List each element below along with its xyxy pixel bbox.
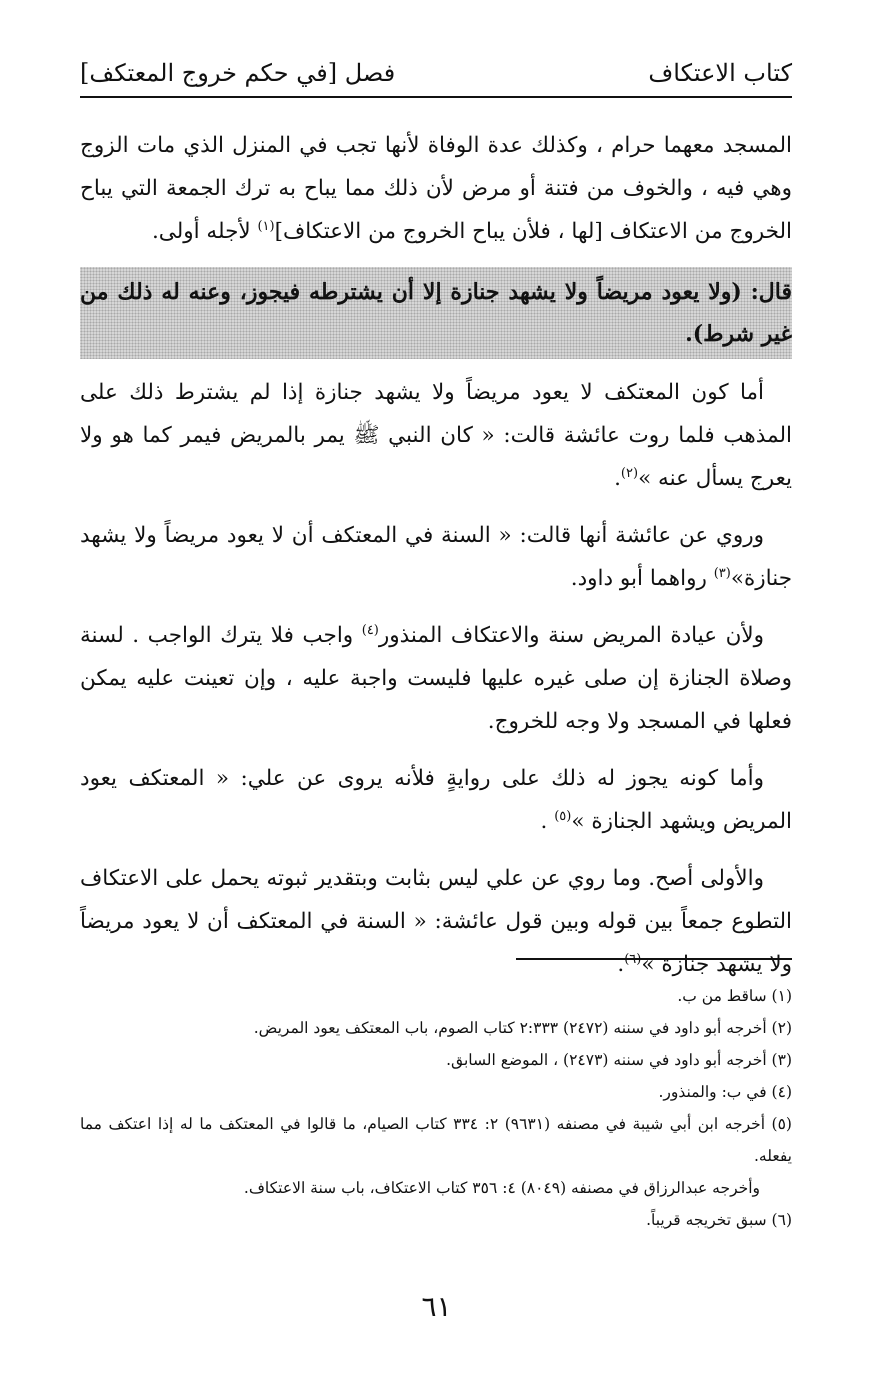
footnote: (٢) أخرجه أبو داود في سننه (٢٤٧٢) ٢:٣٣٣ كتاب الصوم، باب المعتكف يعود المريض. xyxy=(253,1019,792,1037)
footnote: (٤) في ب: والمنذور. xyxy=(658,1083,792,1101)
footnotes xyxy=(80,980,792,1236)
paragraph xyxy=(80,757,792,843)
paragraph xyxy=(80,514,792,600)
paragraph-text: . xyxy=(540,809,555,834)
paragraph xyxy=(80,371,792,500)
paragraph-text: المسجد معهما حرام ، وكذلك عدة الوفاة لأنها تجب في المنزل الذي مات الزوج وهي فيه ، والخوف من فتنة أو مرض لأن ذلك مما يباح به ترك الجمعة التي يباح الخروج من الاعتكاف [لها ، فلأن يباح الخروج من الاعتكاف] xyxy=(80,133,792,244)
highlighted-matn: قال: (ولا يعود مريضاً ولا يشهد جنازة إلا أن يشترطه فيجوز، وعنه له ذلك من غير شرط). xyxy=(80,267,792,359)
footnote: (٣) أخرجه أبو داود في سننه (٢٤٧٣) ، الموضع السابق. xyxy=(446,1051,792,1069)
footnote-ref: (٢) xyxy=(620,465,639,481)
paragraph xyxy=(80,614,792,743)
chapter-title: فصل [في حكم خروج المعتكف] xyxy=(80,59,396,87)
footnote: (١) ساقط من ب. xyxy=(677,987,792,1005)
paragraph-text: . xyxy=(617,952,625,977)
paragraph xyxy=(80,857,792,986)
footnote-ref: (٣) xyxy=(713,565,731,581)
footnote-ref: (٤) xyxy=(361,622,379,638)
paragraph-text: . xyxy=(614,466,621,491)
footnote: (٦) سبق تخريجه قريباً. xyxy=(646,1211,792,1229)
paragraph-text: أما كون المعتكف لا يعود مريضاً ولا يشهد جنازة إذا لم يشترط ذلك على المذهب فلما روت عائشة قالت: « كان النبي ﷺ يمر بالمريض فيمر كما هو ولا يعرج يسأل عنه » xyxy=(80,380,792,491)
paragraph xyxy=(80,124,792,253)
footnote-ref: (٦) xyxy=(624,951,642,967)
paragraph-text: ولأن عيادة المريض سنة والاعتكاف المنذور xyxy=(378,623,765,648)
footnote-ref: (٥) xyxy=(554,808,572,824)
running-header xyxy=(80,50,792,98)
footnote-ref: (١) xyxy=(257,218,275,234)
main-text xyxy=(80,124,792,1000)
paragraph-text: وروي عن عائشة أنها قالت: « السنة في المعتكف أن لا يعود مريضاً ولا يشهد جنازة» xyxy=(80,523,792,591)
footnote-continuation: وأخرجه عبدالرزاق في مصنفه (٨٠٤٩) ٤: ٣٥٦ كتاب الاعتكاف، باب سنة الاعتكاف. xyxy=(243,1179,760,1197)
page-number: ٦١ xyxy=(421,1290,452,1323)
book-title: كتاب الاعتكاف xyxy=(648,59,792,87)
paragraph-text: وأما كونه يجوز له ذلك على روايةٍ فلأنه يروى عن علي: « المعتكف يعود المريض ويشهد الجنازة » xyxy=(80,766,792,834)
paragraph-text: واجب فلا يترك الواجب . لسنة وصلاة الجنازة إن صلى غيره عليها فليست واجبة عليه ، وإن تعينت عليه يمكن فعلها في المسجد ولا وجه للخروج. xyxy=(80,623,792,734)
paragraph-text: لأجله أولى. xyxy=(151,219,258,244)
paragraph-text: والأولى أصح. وما روي عن علي ليس بثابت وبتقدير ثبوته يحمل على الاعتكاف التطوع جمعاً بين قوله وبين قول عائشة: « السنة في المعتكف أن لا يعود مريضاً ولا يشهد جنازة » xyxy=(80,866,792,977)
footnote-separator xyxy=(516,958,792,960)
footnote: (٥) أخرجه ابن أبي شيبة في مصنفه (٩٦٣١) ٢: ٣٣٤ كتاب الصيام، ما قالوا في المعتكف ما له إذا اعتكف مما يفعله. xyxy=(80,1115,792,1165)
paragraph-text: رواهما أبو داود. xyxy=(570,566,714,591)
